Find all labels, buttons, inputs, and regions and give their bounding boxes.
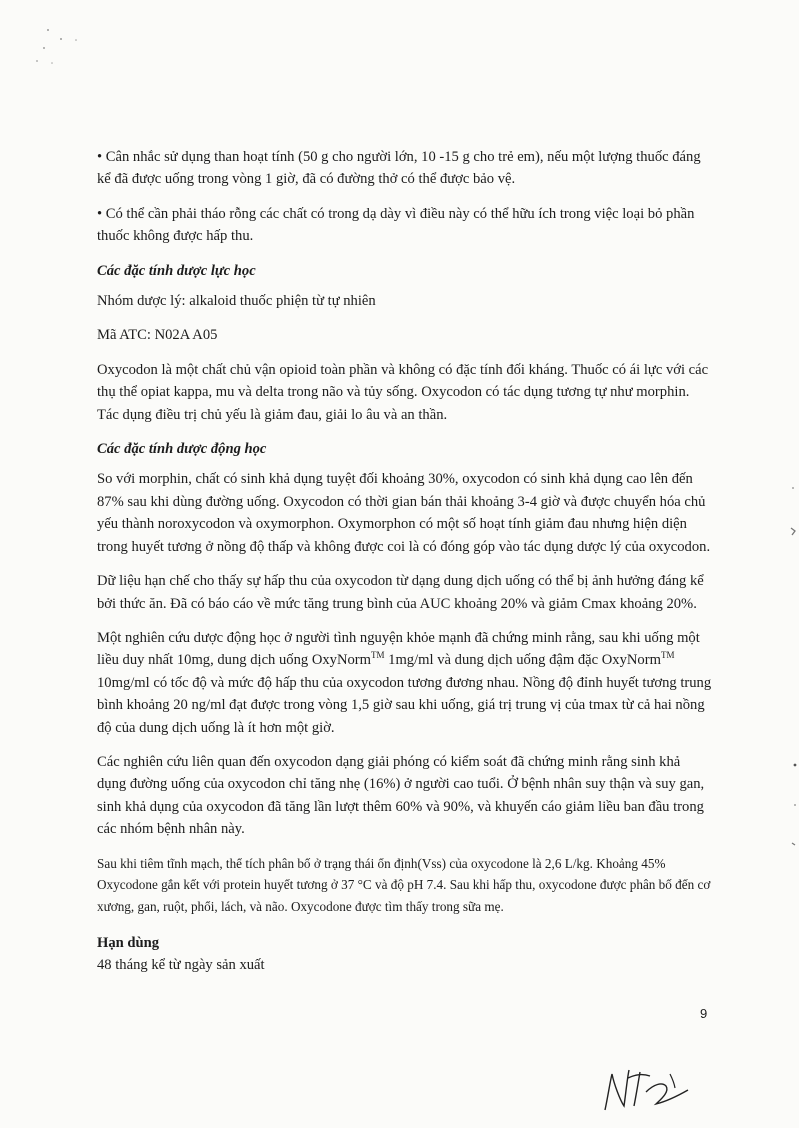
pharmacokinetics-paragraph-3: [97, 627, 712, 739]
bullet-activated-charcoal: • Cân nhắc sử dụng than hoạt tính (50 g cho người lớn, 10 -15 g cho trẻ em), nếu một lượng thuốc đáng kể đã được uống trong vòng 1 giờ, đã có đường thở có thể được bảo vệ.: [97, 149, 701, 188]
pharmacokinetics-paragraph-2: Dữ liệu hạn chế cho thấy sự hấp thu của oxycodon từ dạng dung dịch uống có thể bị ảnh hưởng đáng kể bởi thức ăn. Đã có báo cáo về mức tăng trung bình của AUC khoảng 20% và giảm Cmax khoảng 20%.: [97, 573, 704, 612]
pharmacokinetics-paragraph-5: Sau khi tiêm tĩnh mạch, thể tích phân bố ở trạng thái ổn định(Vss) của oxycodone là 2,6 L/kg. Khoảng 45% Oxycodone gắn kết với protein huyết tương ở 37 °C và độ pH 7.4. Sau khi hấp thu, oxycodone được phân bố đến cơ xương, gan, ruột, phổi, lách, và não. Oxycodone được tìm thấy trong sữa mẹ.: [97, 855, 711, 915]
p3-text-c: 10mg/ml có tốc độ và mức độ hấp thu của oxycodon tương đương nhau. Nồng độ đỉnh huyết tương trung bình khoảng 20 ng/ml đạt được trong vòng 1,5 giờ sau khi uống, giá trị trung vị của tmax từ cả hai nồng độ của dung dịch uống là ít hơn một giờ.: [97, 674, 712, 736]
pharmacokinetics-heading: Các đặc tính dược động học: [97, 441, 267, 458]
p3-text-b: 1mg/ml và dung dịch uống đậm đặc OxyNorm: [384, 652, 661, 669]
trademark-1: TM: [371, 650, 385, 661]
handwritten-signature: [600, 1062, 695, 1117]
p3-text-a: Một nghiên cứu dược động học ở người tình nguyện khỏe mạnh đã chứng minh rằng, sau khi uống một liều duy nhất 10mg, dung dịch uống OxyNorm: [97, 629, 700, 669]
pharmacodynamics-body: Oxycodon là một chất chủ vận opioid toàn phần và không có đặc tính đối kháng. Thuốc có ái lực với các thụ thể opiat kappa, mu và delta trong não và tủy sống. Oxycodon có tác dụng tương tự như morphin. Tác dụng điều trị chủ yếu là giảm đau, giải lo âu và an thần.: [97, 361, 709, 423]
pharmacological-group: Nhóm dược lý: alkaloid thuốc phiện từ tự nhiên: [97, 293, 376, 310]
shelf-life-heading: Hạn dùng: [97, 934, 160, 951]
document-page: [97, 146, 712, 977]
trademark-2: TM: [660, 650, 675, 661]
bullet-gastric-emptying: • Có thể cần phải tháo rỗng các chất có trong dạ dày vì điều này có thể hữu ích trong việc loại bỏ phần thuốc không được hấp thu.: [97, 205, 695, 245]
atc-code: Mã ATC: N02A A05: [97, 327, 218, 344]
pharmacodynamics-heading: Các đặc tính dược lực học: [97, 262, 256, 279]
shelf-life-text: 48 tháng kể từ ngày sản xuất: [97, 957, 265, 974]
pharmacokinetics-paragraph-1: So với morphin, chất có sinh khả dụng tuyệt đối khoảng 30%, oxycodon có sinh khả dụng cao lên đến 87% sau khi dùng đường uống. Oxycodon có thời gian bán thải khoảng 3-4 giờ và được chuyển hóa chủ yếu thành noroxycodon và oxymorphon. Oxymorphon có một số hoạt tính giảm đau nhưng hiện diện trong huyết tương ở nồng độ thấp và không được coi là có đóng góp vào tác dụng dược lý của oxycodon.: [97, 471, 711, 555]
page-number: 9: [700, 1006, 708, 1021]
pharmacokinetics-paragraph-4: Các nghiên cứu liên quan đến oxycodon dạng giải phóng có kiểm soát đã chứng minh rằng sinh khả dụng đường uống của oxycodon chỉ tăng nhẹ (16%) ở người cao tuổi. Ở bệnh nhân suy thận và suy gan, sinh khả dụng của oxycodon đã tăng lần lượt thêm 60% và 90%, và khuyến cáo giảm liều ban đầu trong các nhóm bệnh nhân này.: [97, 753, 705, 838]
